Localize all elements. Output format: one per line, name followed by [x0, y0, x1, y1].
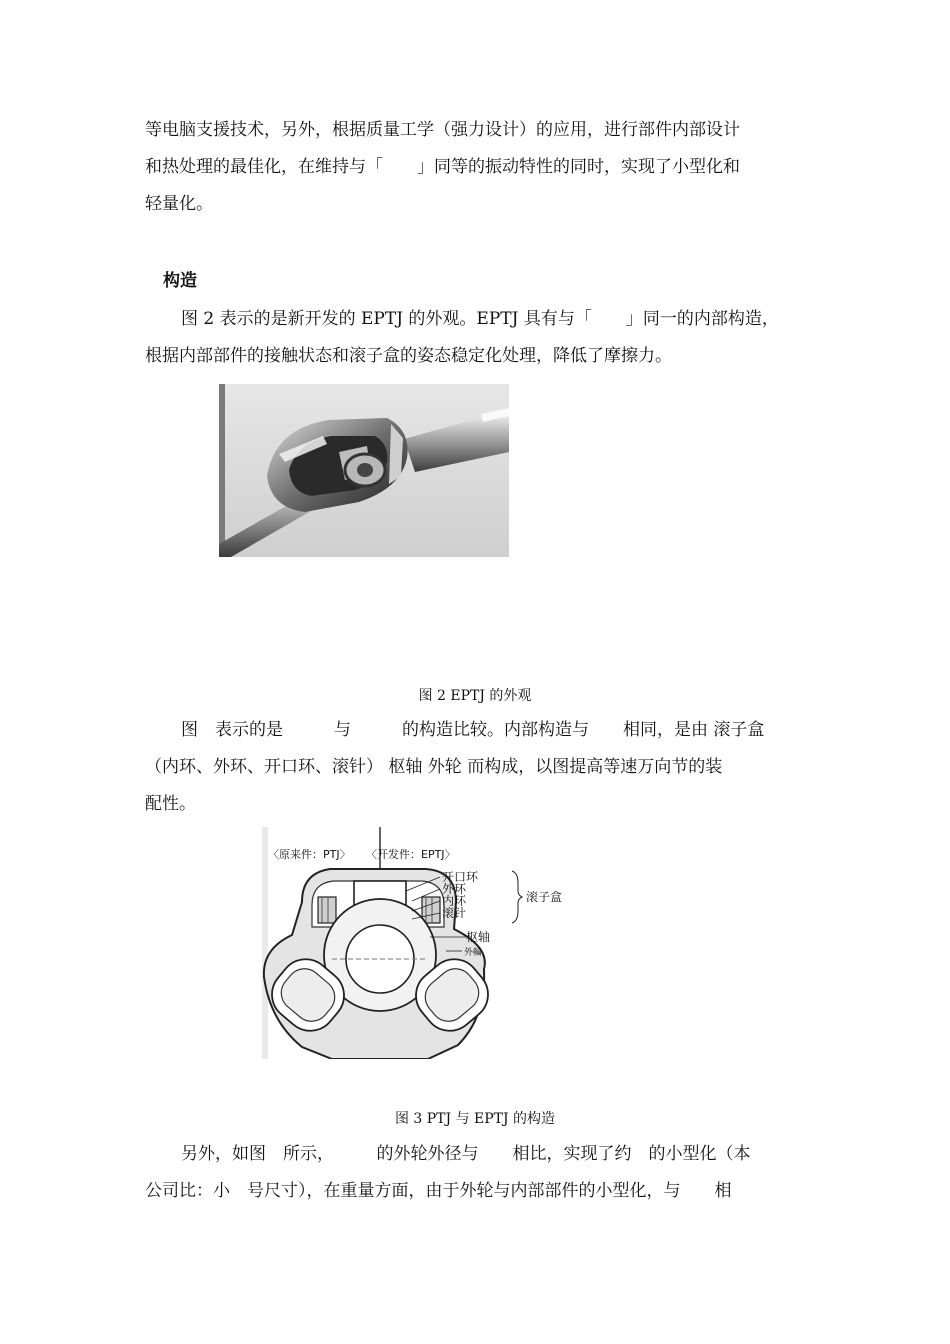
figure-eptj-photo — [219, 384, 509, 557]
label-pivot: 枢轴 — [466, 930, 491, 944]
text-line: 另外，如图 所示， 的外轮外径与 相比，实现了约 的小型化（本 — [181, 1144, 751, 1164]
text-line: 轻量化。 — [145, 194, 213, 214]
text-line: 配性。 — [145, 794, 196, 814]
label-outer-ring: 外环 — [442, 882, 467, 896]
figure-2-caption: 图 2 EPTJ 的外观 — [418, 688, 532, 704]
eptj-photo-image — [219, 384, 509, 557]
label-original-part: 〈原来件：PTJ〉 — [268, 848, 351, 861]
text-line: （内环、外环、开口环、滚针） 枢轴 外轮 而构成，以图提高等速万向节的装 — [145, 757, 723, 777]
text-line: 公司比：小 号尺寸），在重量方面，由于外轮与内部部件的小型化，与 相 — [145, 1181, 732, 1201]
ptj-eptj-structure-diagram — [262, 827, 572, 1059]
label-outer-wheel: 外輪 — [464, 948, 483, 958]
figure-3-caption: 图 3 PTJ 与 EPTJ 的构造 — [394, 1111, 556, 1127]
paragraph-size-weight — [145, 1136, 810, 1210]
figure-ptj-eptj-diagram — [262, 827, 572, 1059]
paragraph-design-optimization — [145, 112, 810, 223]
label-open-ring: 开口环 — [442, 870, 479, 884]
paragraph-structure-comparison — [145, 712, 810, 823]
text-line: 根据内部部件的接触状态和滚子盒的姿态稳定化处理，降低了摩擦力。 — [145, 346, 672, 366]
label-roller-box: 滚子盒 — [526, 890, 563, 904]
paragraph-eptj-appearance — [145, 301, 810, 375]
text-line: 图 2 表示的是新开发的 EPTJ 的外观。EPTJ 具有与「 」同一的内部构造， — [181, 309, 779, 329]
text-line: 图 表示的是 与 的构造比较。内部构造与 相同，是由 滚子盒 — [181, 720, 765, 740]
label-inner-ring: 内环 — [442, 894, 467, 908]
label-needle: 滚针 — [442, 906, 467, 920]
section-heading: 构造 — [163, 271, 197, 291]
label-developed-part: 〈开发件：EPTJ〉 — [366, 848, 456, 861]
text-line: 等电脑支援技术，另外，根据质量工学（强力设计）的应用，进行部件内部设计 — [145, 120, 740, 140]
text-line: 和热处理的最佳化，在维持与「 」同等的振动特性的同时，实现了小型化和 — [145, 157, 740, 177]
